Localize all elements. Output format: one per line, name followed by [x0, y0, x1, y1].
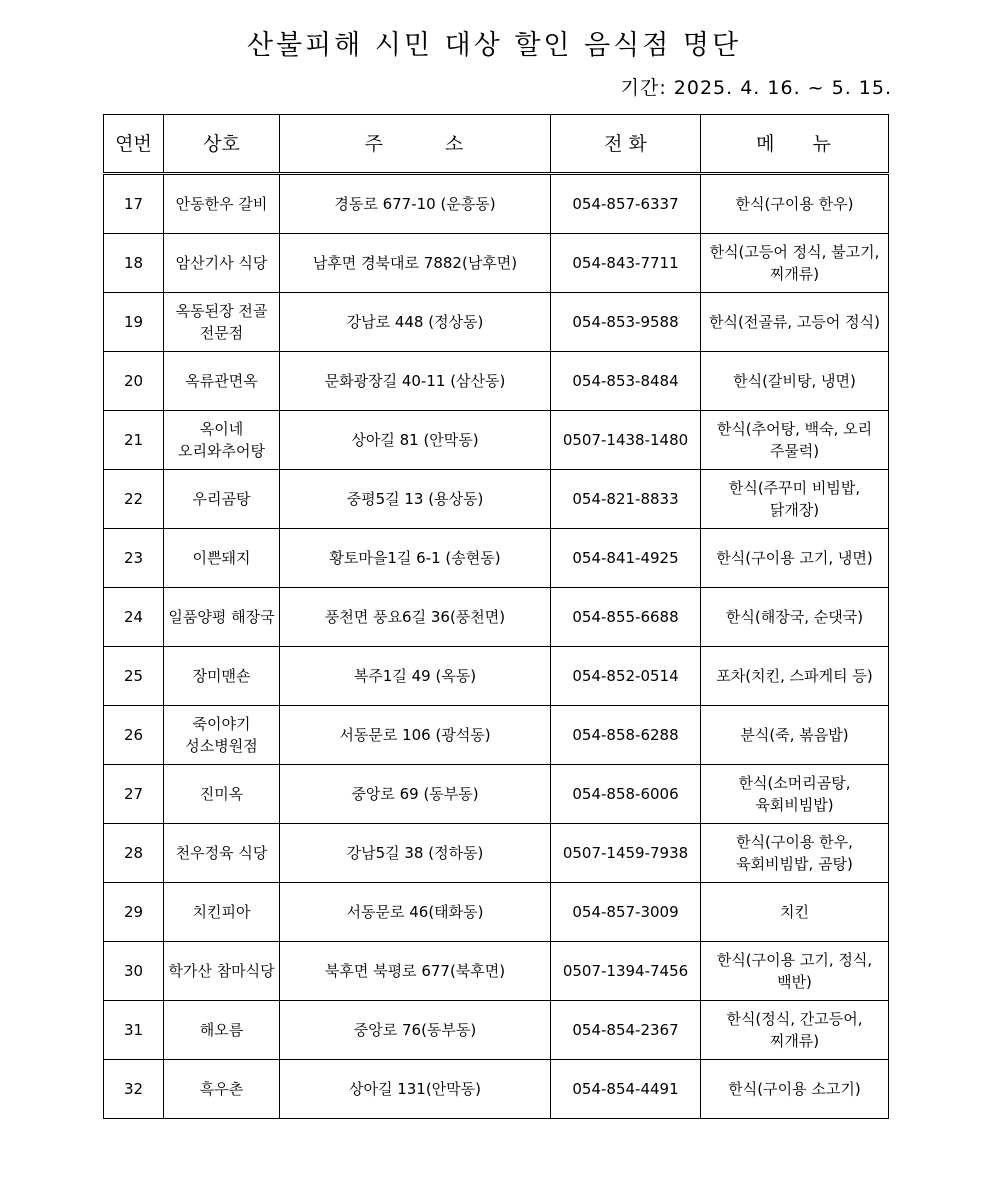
- cell-address: 문화광장길 40-11 (삼산동): [280, 352, 551, 411]
- cell-address: 중앙로 69 (동부동): [280, 765, 551, 824]
- cell-phone: 054-853-8484: [551, 352, 701, 411]
- cell-address: 경동로 677-10 (운흥동): [280, 174, 551, 234]
- cell-menu: 한식(전골류, 고등어 정식): [701, 293, 889, 352]
- cell-address: 서동문로 106 (광석동): [280, 706, 551, 765]
- cell-phone: 054-843-7711: [551, 234, 701, 293]
- cell-num: 30: [104, 942, 164, 1001]
- cell-menu: 한식(소머리곰탕, 육회비빔밥): [701, 765, 889, 824]
- table-row: [104, 1060, 889, 1119]
- cell-address: 상아길 131(안막동): [280, 1060, 551, 1119]
- cell-num: 32: [104, 1060, 164, 1119]
- cell-address: 복주1길 49 (옥동): [280, 647, 551, 706]
- cell-menu: 포차(치킨, 스파게티 등): [701, 647, 889, 706]
- cell-phone: 054-857-6337: [551, 174, 701, 234]
- cell-address: 황토마을1길 6-1 (송현동): [280, 529, 551, 588]
- header-menu-first: 메: [756, 132, 777, 155]
- table-row: [104, 529, 889, 588]
- cell-name: 옥류관면옥: [164, 352, 280, 411]
- cell-name: 학가산 참마식당: [164, 942, 280, 1001]
- header-address-second: 소: [445, 132, 466, 155]
- cell-num: 27: [104, 765, 164, 824]
- cell-menu: 분식(죽, 볶음밥): [701, 706, 889, 765]
- cell-name: 옥이네 오리와추어탕: [164, 411, 280, 470]
- table-row: [104, 1001, 889, 1060]
- cell-num: 29: [104, 883, 164, 942]
- cell-phone: 054-858-6006: [551, 765, 701, 824]
- table-row: [104, 174, 889, 234]
- cell-name: 이쁜돼지: [164, 529, 280, 588]
- cell-name: 일품양평 해장국: [164, 588, 280, 647]
- header-menu: [701, 115, 889, 174]
- cell-phone: 054-821-8833: [551, 470, 701, 529]
- cell-name: 암산기사 식당: [164, 234, 280, 293]
- header-address-first: 주: [364, 132, 385, 155]
- header-address: [280, 115, 551, 174]
- cell-phone: 054-854-4491: [551, 1060, 701, 1119]
- table-row: [104, 942, 889, 1001]
- cell-num: 23: [104, 529, 164, 588]
- cell-menu: 한식(주꾸미 비빔밥, 닭개장): [701, 470, 889, 529]
- page-title: 산불피해 시민 대상 할인 음식점 명단: [246, 30, 742, 61]
- header-name: 상호: [164, 115, 280, 174]
- cell-num: 21: [104, 411, 164, 470]
- cell-address: 풍천면 풍요6길 36(풍천면): [280, 588, 551, 647]
- table-row: [104, 647, 889, 706]
- cell-name: 안동한우 갈비: [164, 174, 280, 234]
- cell-menu: 한식(구이용 소고기): [701, 1060, 889, 1119]
- cell-address: 상아길 81 (안막동): [280, 411, 551, 470]
- cell-address: 중평5길 13 (용상동): [280, 470, 551, 529]
- table-row: [104, 293, 889, 352]
- cell-name: 우리곰탕: [164, 470, 280, 529]
- restaurant-table: [103, 114, 889, 1119]
- table-row: [104, 824, 889, 883]
- cell-phone: 0507-1438-1480: [551, 411, 701, 470]
- cell-name: 해오름: [164, 1001, 280, 1060]
- table-row: [104, 470, 889, 529]
- cell-num: 20: [104, 352, 164, 411]
- cell-menu: 한식(구이용 고기, 냉면): [701, 529, 889, 588]
- cell-phone: 054-858-6288: [551, 706, 701, 765]
- cell-num: 22: [104, 470, 164, 529]
- discount-period: 기간: 2025. 4. 16. ~ 5. 15.: [620, 77, 892, 99]
- cell-menu: 한식(추어탕, 백숙, 오리 주물럭): [701, 411, 889, 470]
- cell-menu: 한식(갈비탕, 냉면): [701, 352, 889, 411]
- cell-num: 19: [104, 293, 164, 352]
- cell-num: 18: [104, 234, 164, 293]
- table-row: [104, 706, 889, 765]
- table-row: [104, 352, 889, 411]
- cell-num: 26: [104, 706, 164, 765]
- cell-name: 옥동된장 전골 전문점: [164, 293, 280, 352]
- cell-address: 강남5길 38 (정하동): [280, 824, 551, 883]
- cell-menu: 치킨: [701, 883, 889, 942]
- cell-phone: 054-852-0514: [551, 647, 701, 706]
- cell-menu: 한식(고등어 정식, 불고기, 찌개류): [701, 234, 889, 293]
- cell-menu: 한식(정식, 간고등어, 찌개류): [701, 1001, 889, 1060]
- cell-address: 남후면 경북대로 7882(남후면): [280, 234, 551, 293]
- cell-phone: 054-841-4925: [551, 529, 701, 588]
- header-num: 연번: [104, 115, 164, 174]
- cell-name: 천우정육 식당: [164, 824, 280, 883]
- table-row: [104, 883, 889, 942]
- header-phone: 전 화: [551, 115, 701, 174]
- table-row: [104, 411, 889, 470]
- cell-address: 중앙로 76(동부동): [280, 1001, 551, 1060]
- cell-menu: 한식(구이용 한우, 육회비빔밥, 곰탕): [701, 824, 889, 883]
- table-row: [104, 765, 889, 824]
- cell-phone: 0507-1459-7938: [551, 824, 701, 883]
- cell-menu: 한식(구이용 고기, 정식, 백반): [701, 942, 889, 1001]
- table-row: [104, 588, 889, 647]
- cell-address: 서동문로 46(태화동): [280, 883, 551, 942]
- cell-num: 31: [104, 1001, 164, 1060]
- header-menu-second: 뉴: [812, 132, 833, 155]
- cell-menu: 한식(해장국, 순댓국): [701, 588, 889, 647]
- cell-num: 24: [104, 588, 164, 647]
- cell-num: 28: [104, 824, 164, 883]
- cell-phone: 054-853-9588: [551, 293, 701, 352]
- cell-phone: 0507-1394-7456: [551, 942, 701, 1001]
- table-row: [104, 234, 889, 293]
- cell-address: 북후면 북평로 677(북후면): [280, 942, 551, 1001]
- header-row: [104, 115, 889, 174]
- cell-name: 장미맨숀: [164, 647, 280, 706]
- cell-phone: 054-854-2367: [551, 1001, 701, 1060]
- table-header: [104, 115, 889, 174]
- table-body: [104, 174, 889, 1119]
- cell-name: 죽이야기 성소병원점: [164, 706, 280, 765]
- cell-name: 치킨피아: [164, 883, 280, 942]
- cell-menu: 한식(구이용 한우): [701, 174, 889, 234]
- cell-name: 흑우촌: [164, 1060, 280, 1119]
- cell-name: 진미옥: [164, 765, 280, 824]
- cell-phone: 054-857-3009: [551, 883, 701, 942]
- cell-address: 강남로 448 (정상동): [280, 293, 551, 352]
- cell-phone: 054-855-6688: [551, 588, 701, 647]
- cell-num: 25: [104, 647, 164, 706]
- cell-num: 17: [104, 174, 164, 234]
